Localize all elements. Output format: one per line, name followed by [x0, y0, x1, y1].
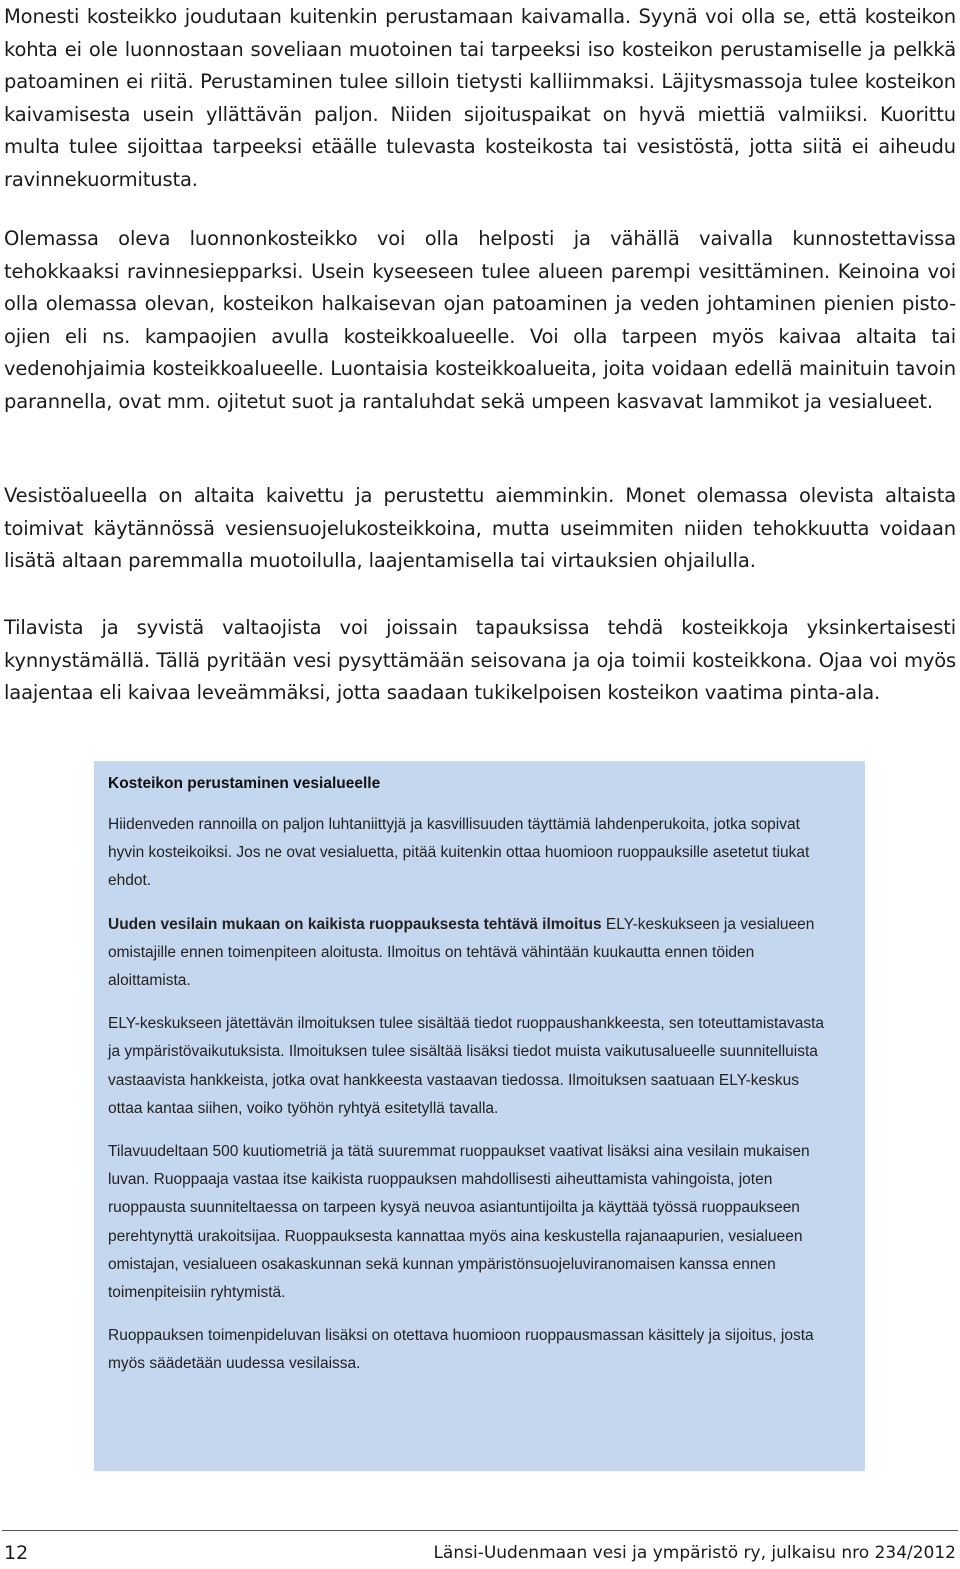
info-box-paragraph-2	[108, 911, 835, 996]
info-box-paragraph-3: ELY-keskukseen jätettävän ilmoituksen tulee sisältää tiedot ruoppaushankkeesta, sen toteuttamistavasta ja ympäristövaikutuksista. Ilmoituksen tulee sisältää lisäksi tiedot muista vaikutusalueelle suunnitelluista vastaavista hankkeista, jotka ovat hankkeesta vastaavan tiedossa. Ilmoituksen saatuaan ELY-keskus ottaa kantaa siihen, voiko työhön ryhtyä esitetyllä tavalla.	[108, 1015, 825, 1117]
info-box-paragraph-1: Hiidenveden rannoilla on paljon luhtaniittyjä ja kasvillisuuden täyttämiä lahdenperukoita, jotka sopivat hyvin kosteikoiksi. Jos ne ovat vesialuetta, pitää kuitenkin ottaa huomioon ruoppauksille asetetut tiukat ehdot.	[108, 816, 810, 890]
body-paragraph-1: Monesti kosteikko joudutaan kuitenkin perustamaan kaivamalla. Syynä voi olla se, että kosteikon kohta ei ole luonnostaan soveliaan muotoinen tai tarpeeksi iso kosteikon perustamiselle ja pelkkä patoaminen ei riitä. Perustaminen tulee silloin tietysti kalliimmaksi. Läjitysmassoja tulee kosteikon kaivamisesta usein yllättävän paljon. Niiden sijoituspaikat on hyvä miettiä valmiiksi. Kuorittu multa tulee sijoittaa tarpeeksi etäälle tulevasta kosteikosta tai vesistöstä, jotta siitä ei aiheudu ravinnekuormitusta.	[4, 5, 956, 191]
info-box-paragraph-4: Tilavuudeltaan 500 kuutiometriä ja tätä suuremmat ruoppaukset vaativat lisäksi aina vesilain mukaisen luvan. Ruoppaaja vastaa itse kaikista ruoppauksen mahdollisesti aiheuttamista vahingoista, joten ruoppausta suunniteltaessa on tarpeen kysyä neuvoa asiantuntijoilta ja käyttää työssä ruoppaukseen perehtynyttä urakoitsijaa. Ruoppauksesta kannattaa myös aina keskustella rajanaapurien, vesialueen omistajan, vesialueen osakaskunnan sekä kunnan ympäristönsuojeluviranomaisen kanssa ennen toimenpiteisiin ryhtymistä.	[108, 1143, 810, 1302]
body-paragraph-3: Vesistöalueella on altaita kaivettu ja perustettu aiemminkin. Monet olemassa olevista altaista toimivat käytännössä vesiensuojelukosteikkoina, mutta useimmiten niiden tehokkuutta voidaan lisätä altaan paremmalla muotoilulla, laajentamisella tai virtauksien ohjailulla.	[4, 484, 956, 573]
page-number: 12	[4, 1542, 29, 1564]
info-box-notice-rest: ELY-keskukseen ja vesialueen omistajille ennen toimenpiteen aloitusta. Ilmoitus on tehtävä vähintään kuukautta ennen töiden aloittamista.	[108, 915, 815, 990]
body-paragraph-2: Olemassa oleva luonnonkosteikko voi olla helposti ja vähällä vaivalla kunnostettavissa tehokkaaksi ravinnesiepparksi. Usein kyseeseen tulee alueen parempi vesittäminen. Keinoina voi olla olemassa olevan, kosteikon halkaisevan ojan patoaminen ja veden johtaminen pienien pisto-ojien eli ns. kampaojien avulla kosteikkoalueelle. Voi olla tarpeen myös kaivaa altaita tai vedenohjaimia kosteikkoalueelle. Luontaisia kosteikkoalueita, joita voidaan edellä mainituin tavoin parannella, ovat mm. ojitetut suot ja rantaluhdat sekä umpeen kasvavat lammikot ja vesialueet.	[4, 227, 956, 413]
body-paragraph-4: Tilavista ja syvistä valtaojista voi joissain tapauksissa tehdä kosteikkoja yksinkertaisesti kynnystämällä. Tällä pyritään vesi pysyttämään seisovana ja oja toimii kosteikkona. Ojaa voi myös laajentaa eli kaivaa leveämmäksi, jotta saadaan tukikelpoisen kosteikon vaatima pinta-ala.	[4, 616, 956, 705]
info-box	[94, 761, 865, 1471]
publication-info: Länsi-Uudenmaan vesi ja ympäristö ry, julkaisu nro 234/2012	[433, 1543, 956, 1563]
info-box-title: Kosteikon perustaminen vesialueelle	[108, 775, 381, 792]
info-box-paragraph-5: Ruoppauksen toimenpideluvan lisäksi on otettava huomioon ruoppausmassan käsittely ja sijoitus, josta myös säädetään uudessa vesilaissa.	[108, 1327, 814, 1373]
info-box-bold-notice: Uuden vesilain mukaan on kaikista ruoppauksesta tehtävä ilmoitus	[108, 915, 602, 933]
footer-divider	[2, 1530, 958, 1531]
